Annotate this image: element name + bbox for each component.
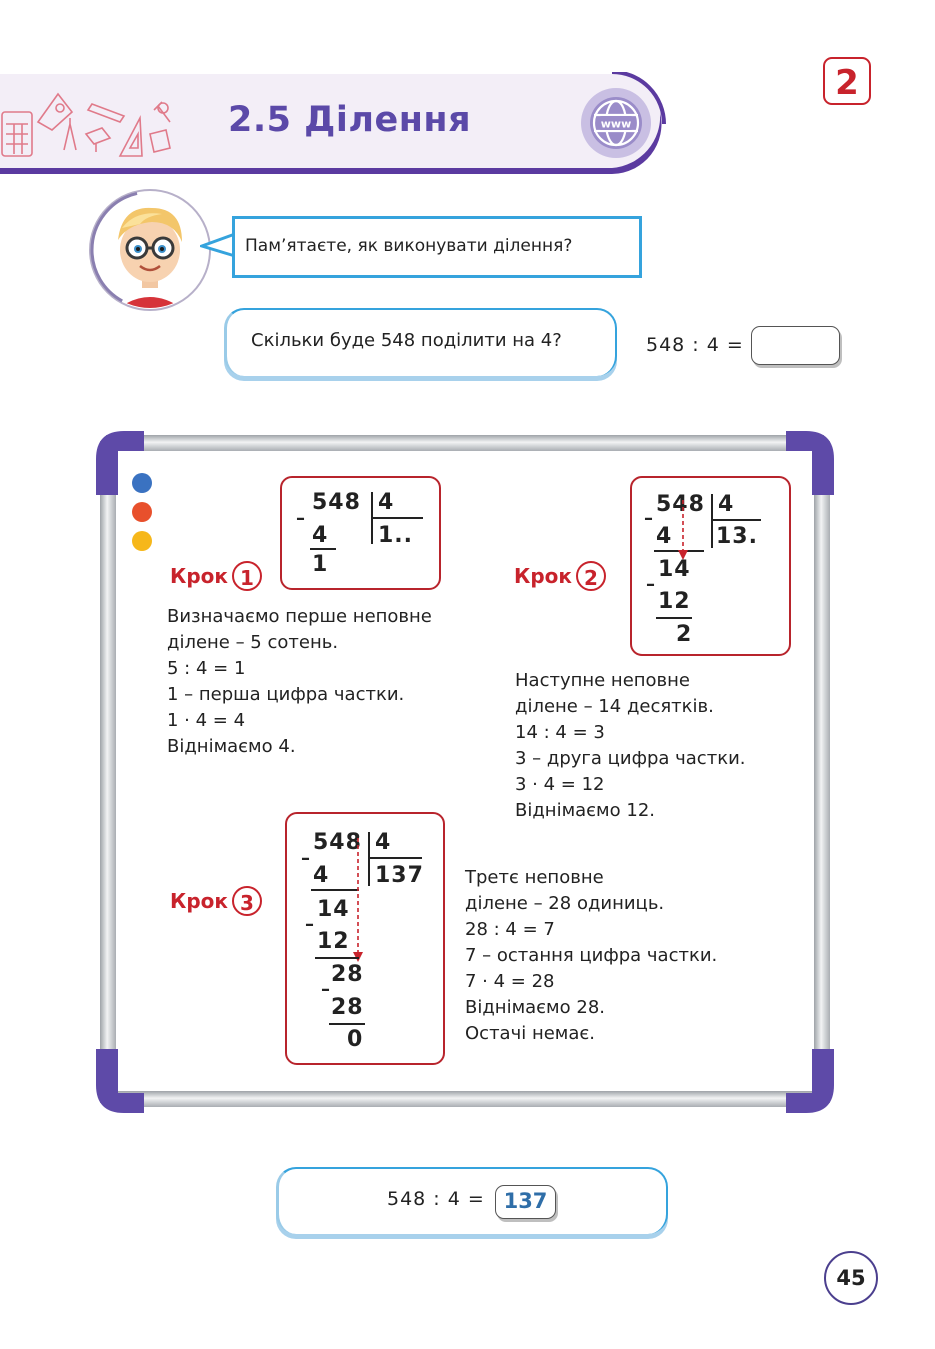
dividend: 548 [312, 490, 361, 515]
red-magnet [132, 502, 152, 522]
page-number: 45 [824, 1251, 878, 1305]
step-2-explanation: Наступне неповне ділене – 14 десятків. 14 : 4 = 3 3 – друга цифра частки. 3 · 4 = 12 Віднімаємо 12. [515, 670, 746, 821]
speech-text: Пам’ятаєте, як виконувати ділення? [245, 236, 573, 256]
remainder-1: 1 [312, 552, 329, 577]
step-1-label: Крок 1 [170, 561, 262, 591]
remainder-2: 2 [676, 622, 693, 647]
globe-www-icon [581, 88, 651, 158]
remainder-2: 28 [331, 962, 364, 987]
arrow-down-icon [351, 838, 365, 964]
svg-text:www: www [600, 117, 632, 131]
question-text: Скільки буде 548 поділити на 4? [251, 330, 562, 351]
subtrahend-1: 4 [656, 524, 673, 549]
quotient: 1.. [378, 523, 414, 548]
chapter-badge: 2 [823, 57, 871, 105]
boy-avatar [86, 188, 214, 312]
subtrahend-3: 28 [331, 995, 364, 1020]
subtrahend-2: 12 [658, 589, 691, 614]
divisor: 4 [378, 490, 395, 515]
step-2-division-box: 548 4 13. – 4 14 – 12 2 [630, 476, 791, 656]
subtrahend-2: 12 [317, 929, 350, 954]
step-2-number: 2 [576, 561, 606, 591]
step-2-label: Крок 2 [514, 561, 606, 591]
equation-text: 548 : 4 = [646, 334, 744, 356]
quotient: 137 [375, 863, 424, 888]
remainder-3: 0 [347, 1027, 364, 1052]
step-3-label: Крок 3 [170, 886, 262, 916]
yellow-magnet [132, 531, 152, 551]
remainder-1: 14 [658, 557, 691, 582]
step-1-explanation: Визначаємо перше неповне ділене – 5 сотень. 5 : 4 = 1 1 – перша цифра частки. 1 · 4 = 4 Віднімаємо 4. [167, 606, 432, 757]
quotient: 13. [716, 524, 758, 549]
step-1-number: 1 [232, 561, 262, 591]
divisor: 4 [375, 830, 392, 855]
dividend: 548 [656, 492, 705, 517]
answer-box[interactable] [751, 326, 840, 365]
remainder-1: 14 [317, 897, 350, 922]
subtrahend-1: 4 [312, 523, 329, 548]
result-answer: 137 [495, 1185, 556, 1219]
section-title: 2.5 Ділення [228, 100, 472, 140]
step-3-explanation: Третє неповне ділене – 28 одиниць. 28 : 4 = 7 7 – остання цифра частки. 7 · 4 = 28 Віднімаємо 28. Остачі немає. [465, 867, 718, 1044]
arrow-down-icon [676, 500, 690, 562]
blue-magnet [132, 473, 152, 493]
dividend: 548 [313, 830, 362, 855]
step-3-number: 3 [232, 886, 262, 916]
step-3-division-box: 548 4 137 – 4 14 – 12 28 – 28 0 [285, 812, 445, 1065]
result-equation: 548 : 4 = [387, 1188, 485, 1210]
step-1-division-box: 548 4 1.. – 4 1 [280, 476, 441, 590]
subtrahend-1: 4 [313, 863, 330, 888]
divisor: 4 [718, 492, 735, 517]
